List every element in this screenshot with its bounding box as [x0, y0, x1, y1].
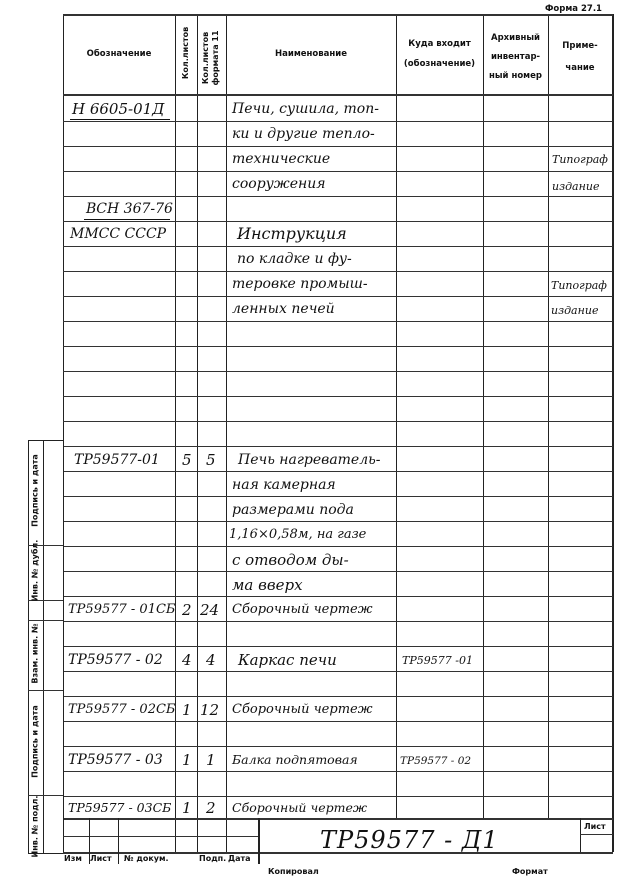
- entry-designation: ММСС СССР: [70, 226, 167, 242]
- entry-note: Типограф: [551, 279, 607, 292]
- entry-name-line: сооружения: [232, 176, 326, 192]
- title-col-list: Лист: [90, 854, 112, 863]
- entry-sheets-a11: 24: [200, 601, 220, 619]
- entry-where-used: ТР59577 -01: [402, 654, 473, 667]
- entry-name-line: Сборочный чертеж: [232, 602, 373, 617]
- entry-sheets: 1: [182, 751, 192, 769]
- title-col-sign: Подп.: [199, 854, 227, 863]
- sheet-label: Лист: [584, 822, 606, 831]
- entry-sheets-a11: 5: [206, 451, 216, 469]
- title-col-date: Дата: [228, 854, 251, 863]
- entry-name-line: с отводом ды-: [232, 551, 349, 569]
- title-col-doc: № докум.: [124, 854, 169, 863]
- entry-name-line: Балка подпятовая: [232, 752, 358, 767]
- entry-designation: ТР59577 - 03СБ: [68, 800, 172, 815]
- document-code: ТР59577 - Д1: [320, 826, 499, 854]
- entry-designation: ТР59577 - 02СБ: [68, 702, 176, 717]
- entry-sheets-a11: 4: [206, 651, 216, 669]
- entry-name-line: ная камерная: [232, 477, 336, 493]
- side-replace-inv: Взам. инв. №: [30, 623, 40, 684]
- entry-name-line: ма вверх: [232, 576, 303, 594]
- entry-sheets-a11: 12: [200, 701, 220, 719]
- entry-name-line: ки и другие тепло-: [232, 126, 375, 142]
- entry-name-line: 1,16×0,58м, на газе: [229, 527, 367, 542]
- form-label: Форма 27.1: [545, 4, 602, 14]
- entry-sheets: 1: [182, 701, 192, 719]
- entry-name-line: Сборочный чертеж: [232, 702, 373, 717]
- format-label: Формат: [512, 867, 548, 876]
- entry-name-line: Печи, сушила, топ-: [232, 101, 379, 117]
- entry-designation: ТР59577 - 03: [68, 752, 163, 768]
- entry-name-line: по кладке и фу-: [237, 251, 352, 267]
- header-designation: Обозначение: [86, 49, 152, 59]
- entry-name-line: теровке промыш-: [232, 276, 368, 292]
- title-col-izm: Изм: [64, 854, 82, 863]
- entry-name-line: Сборочный чертеж: [232, 800, 368, 815]
- side-sign-date-top: Подпись и дата: [30, 454, 40, 527]
- entry-note: издание: [552, 180, 600, 193]
- side-inv-dup: Инв. № дубл.: [30, 539, 40, 602]
- copied-label: Копировал: [268, 867, 319, 876]
- entry-sheets-a11: 1: [206, 751, 216, 769]
- entry-name-line: Печь нагреватель-: [238, 452, 381, 468]
- entry-designation: Н 6605-01Д: [72, 100, 165, 118]
- entry-designation: ВСН 367-76: [86, 201, 173, 217]
- entry-name-line: ленных печей: [232, 301, 335, 317]
- entry-designation: ТР59577-01: [74, 452, 160, 468]
- entry-name-line: технические: [232, 151, 331, 167]
- entry-name-line: размерами пода: [232, 502, 354, 518]
- header-sheets-format-11: Кол.листов формата 11: [201, 30, 220, 86]
- entry-name-line: Каркас печи: [238, 651, 337, 669]
- entry-sheets: 4: [182, 651, 192, 669]
- entry-sheets-a11: 2: [206, 799, 216, 817]
- entry-where-used: ТР59577 - 02: [400, 755, 472, 767]
- header-name: Наименование: [275, 49, 347, 59]
- entry-note: Типограф: [552, 153, 608, 166]
- entry-sheets: 5: [182, 451, 192, 469]
- entry-note: издание: [551, 304, 599, 317]
- header-sheets: Кол.листов: [181, 26, 190, 80]
- entry-designation: ТР59577 - 01СБ: [68, 602, 176, 617]
- entry-sheets: 2: [182, 601, 192, 619]
- side-sign-date-bottom: Подпись и дата: [30, 705, 40, 778]
- entry-designation: ТР59577 - 02: [68, 652, 163, 668]
- side-inv-orig: Инв. № подл.: [30, 795, 40, 858]
- entry-sheets: 1: [182, 799, 192, 817]
- entry-name-line: Инструкция: [237, 224, 347, 243]
